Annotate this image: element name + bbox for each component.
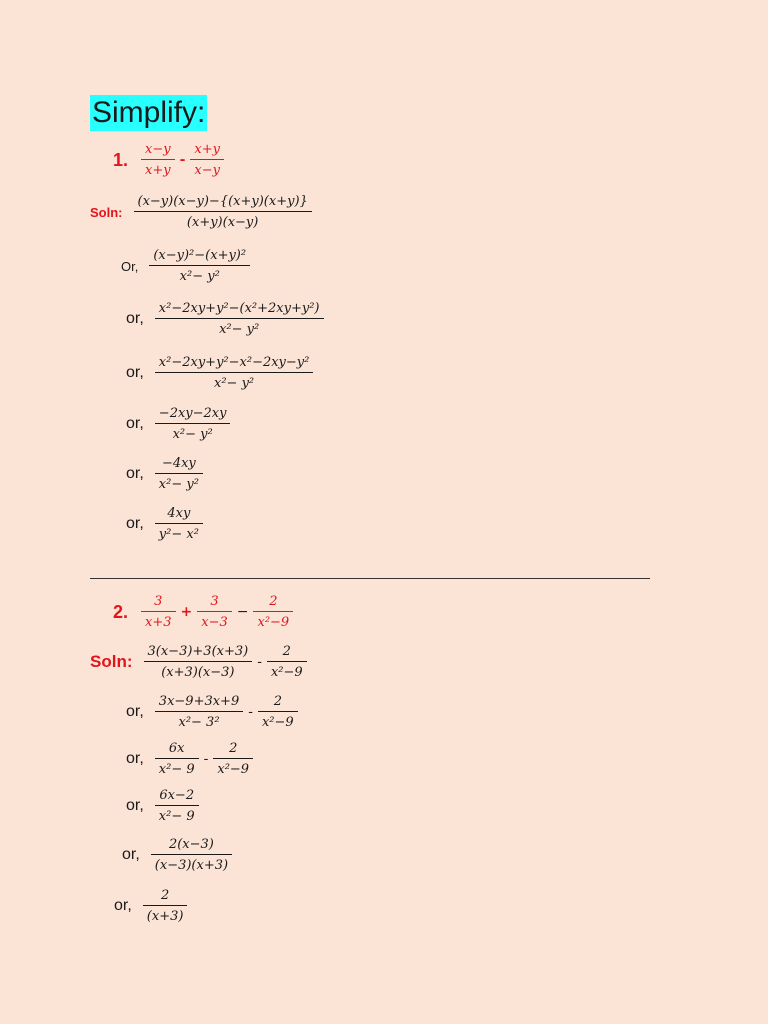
operator-plus: + (180, 604, 193, 620)
step-fraction (155, 506, 203, 542)
fraction-denominator: (x+y)(x−y) (186, 215, 259, 230)
fraction-numerator: 3 (210, 594, 219, 609)
solution-label: Soln: (90, 204, 123, 220)
or-label: or, (114, 897, 132, 914)
fraction-denominator: (x+3)(x−3) (161, 665, 235, 680)
operator-minus: - (203, 751, 209, 767)
fraction-numerator: −4xy (161, 456, 196, 471)
fraction-denominator: x−3 (201, 615, 228, 630)
fraction-numerator: (x−y)²−(x+y)² (153, 248, 247, 263)
or-label: or, (122, 846, 140, 863)
fraction-numerator: 3 (154, 594, 163, 609)
fraction-denominator: x+y (145, 163, 171, 178)
step-fraction (155, 456, 203, 492)
fraction-numerator: (x−y)(x−y)−{(x+y)(x+y)} (137, 194, 308, 209)
problem-1-fraction-2 (190, 142, 224, 178)
fraction-denominator: x²− 3² (178, 715, 220, 730)
operator-minus: - (179, 152, 186, 168)
or-label: or, (126, 703, 144, 720)
fraction-denominator: x²−9 (217, 762, 250, 777)
fraction-denominator: x²− y² (158, 477, 199, 492)
problem-2-fraction-2 (197, 594, 232, 630)
step-fraction (155, 788, 199, 824)
step-fraction (267, 644, 307, 680)
fraction-denominator: y²− x² (158, 527, 199, 542)
fraction-denominator: x²− 9 (158, 762, 195, 777)
fraction-numerator: 2 (229, 741, 238, 756)
or-label: Or, (121, 258, 139, 274)
fraction-numerator: 2 (269, 594, 278, 609)
problem-1-number: 1. (113, 149, 129, 170)
or-label: or, (126, 310, 144, 327)
step-fraction (213, 741, 253, 777)
step-fraction (155, 301, 324, 337)
fraction-numerator: x²−2xy+y²−(x²+2xy+y²) (158, 301, 320, 316)
problem-2-fraction-3 (253, 594, 293, 630)
problem-2-fraction-1 (141, 594, 176, 630)
or-label: or, (126, 415, 144, 432)
problem-1-fraction-1 (141, 142, 175, 178)
problem-2-number: 2. (113, 601, 129, 622)
step-fraction (155, 694, 243, 730)
fraction-denominator: (x−3)(x+3) (154, 858, 229, 873)
fraction-denominator: x²− y² (172, 427, 213, 442)
fraction-numerator: 6x (168, 741, 185, 756)
step-fraction (134, 194, 312, 230)
fraction-denominator: x²− y² (179, 269, 220, 284)
fraction-numerator: x²−2xy+y²−x²−2xy−y² (158, 355, 310, 370)
fraction-numerator: 2(x−3) (168, 837, 214, 852)
operator-minus: - (248, 704, 253, 720)
problem-1-solution-step-6 (126, 506, 206, 542)
fraction-denominator: x+3 (145, 615, 172, 630)
step-fraction (151, 837, 232, 873)
or-label: or, (126, 797, 144, 814)
fraction-numerator: 2 (282, 644, 291, 659)
step-fraction (258, 694, 298, 730)
problem-2-solution-step-3 (126, 788, 202, 824)
fraction-numerator: 2 (273, 694, 282, 709)
problem-1-solution-step-3 (126, 355, 316, 391)
step-fraction (155, 406, 231, 442)
problem-1-solution-step-5 (126, 456, 206, 492)
solution-label: Soln: (90, 652, 133, 671)
or-label: or, (126, 364, 144, 381)
problem-2-solution-step-1 (126, 694, 301, 730)
problem-2-solution-step-4 (122, 837, 235, 873)
fraction-numerator: 3(x−3)+3(x+3) (147, 644, 249, 659)
step-fraction (155, 741, 199, 777)
or-label: or, (126, 750, 144, 767)
problem-1-solution-step-1 (121, 248, 253, 284)
step-fraction (149, 248, 250, 284)
fraction-numerator: 4xy (167, 506, 191, 521)
fraction-denominator: x−y (194, 163, 220, 178)
fraction-denominator: (x+3) (146, 909, 184, 924)
page-title: Simplify: (92, 96, 206, 129)
problem-2-statement (113, 594, 296, 630)
or-label: or, (126, 515, 144, 532)
fraction-numerator: x−y (145, 142, 171, 157)
problem-1-solution-step-4 (126, 406, 233, 442)
fraction-denominator: x²− y² (214, 376, 255, 391)
problem-2-solution-step-2 (126, 741, 256, 777)
operator-minus: - (257, 654, 262, 670)
fraction-denominator: x²−9 (261, 715, 294, 730)
fraction-numerator: 3x−9+3x+9 (158, 694, 240, 709)
fraction-denominator: x²−9 (257, 615, 290, 630)
operator-minus: − (236, 604, 249, 620)
fraction-denominator: x²− 9 (158, 809, 195, 824)
fraction-numerator: −2xy−2xy (158, 406, 227, 421)
fraction-denominator: x²− y² (219, 322, 260, 337)
fraction-denominator: x²−9 (270, 665, 303, 680)
step-fraction (143, 888, 188, 924)
problem-1-solution-step-2 (126, 301, 327, 337)
step-fraction (144, 644, 253, 680)
problem-1-statement (113, 142, 227, 178)
fraction-numerator: x+y (194, 142, 220, 157)
problem-1-solution-step-0 (90, 194, 315, 230)
fraction-numerator: 6x−2 (159, 788, 195, 803)
section-divider (90, 578, 650, 579)
step-fraction (155, 355, 314, 391)
fraction-numerator: 2 (160, 888, 170, 903)
problem-2-solution-step-0 (90, 644, 310, 680)
problem-2-solution-step-5 (114, 888, 190, 924)
or-label: or, (126, 465, 144, 482)
